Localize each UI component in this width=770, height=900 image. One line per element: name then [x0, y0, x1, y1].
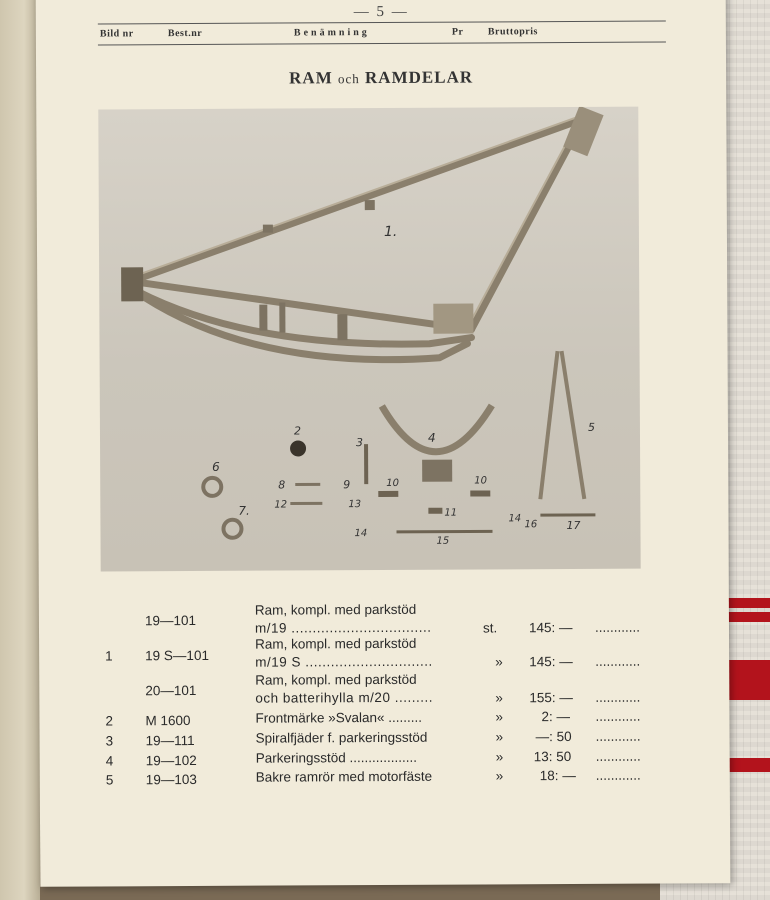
- part-unit: »: [495, 654, 503, 670]
- part-best: 19—102: [145, 752, 197, 769]
- parking-stand: [382, 405, 492, 452]
- part-bild: 4: [105, 753, 114, 769]
- part-price-blank: ............: [595, 653, 641, 669]
- header-col-bild: Bild nr: [99, 28, 134, 40]
- part-price: 145: —: [528, 620, 573, 636]
- photo-label: 4: [427, 430, 436, 445]
- photo-label: 17: [566, 518, 581, 533]
- photo-label: 10: [386, 477, 400, 489]
- photo-label: 13: [348, 499, 362, 511]
- part-name: Parkeringsstöd ..................: [255, 749, 418, 766]
- part-best: 20—101: [145, 682, 197, 699]
- part-name: Ram, kompl. med parkstöd: [255, 635, 417, 652]
- part-best: M 1600: [145, 713, 191, 729]
- part-name-cont: m/19 S ..............................: [255, 653, 433, 670]
- part-unit: »: [495, 709, 504, 725]
- page-number: — 5 —: [353, 3, 409, 21]
- header-rule-bottom: [98, 42, 666, 46]
- part-best: 19 S—101: [145, 647, 209, 664]
- part-price-blank: ............: [595, 708, 641, 724]
- part-name: Ram, kompl. med parkstöd: [255, 671, 417, 688]
- photo-label: 16: [524, 519, 538, 531]
- photo-label: 7.: [238, 503, 250, 518]
- top-tube: [130, 119, 584, 281]
- part-unit: »: [495, 729, 504, 745]
- part-name-cont: m/19 .................................: [254, 619, 432, 636]
- photo-label: 12: [274, 499, 288, 511]
- part-price: 13: 50: [533, 749, 572, 765]
- photo-label: 14: [508, 513, 522, 525]
- photo-label: 15: [436, 535, 450, 547]
- photo-label: 9: [343, 478, 351, 492]
- part-best: 19—111: [145, 732, 195, 749]
- part-best: 19—101: [144, 612, 197, 629]
- part-price-blank: ............: [595, 689, 641, 705]
- frame-illustration: [98, 107, 640, 572]
- part-bild: 1: [105, 648, 113, 664]
- photo-label: 11: [444, 507, 458, 519]
- part-unit: »: [495, 749, 504, 765]
- header-rule-top: [98, 21, 666, 25]
- part-name: Bakre ramrör med motorfäste: [255, 768, 433, 785]
- part-bild: 2: [105, 713, 114, 729]
- photo-label: 1.: [383, 223, 398, 240]
- header-col-benamning: Benämning: [293, 27, 370, 39]
- part-price: 145: —: [529, 654, 573, 670]
- part-unit: st.: [482, 620, 498, 636]
- part-bild: 3: [105, 733, 114, 749]
- head-tube: [563, 107, 603, 157]
- page-title: [36, 66, 726, 90]
- motor-mount: [433, 304, 473, 334]
- part-unit: »: [495, 768, 504, 784]
- photo-label: 14: [354, 528, 368, 540]
- part-price: —: 50: [535, 729, 572, 745]
- title-second: RAMDELAR: [364, 67, 474, 88]
- part-price-blank: ............: [594, 619, 641, 635]
- photo-label: 2: [293, 424, 301, 438]
- title-main: RAM: [289, 68, 333, 88]
- part-name-cont: och batterihylla m/20 .........: [255, 689, 433, 706]
- front-badge: [290, 440, 306, 456]
- photo-label: 10: [474, 475, 487, 487]
- catalog-page: [36, 0, 731, 887]
- part-price: 2: —: [541, 709, 571, 725]
- part-bild: 5: [105, 772, 114, 788]
- left-page-edge: [0, 0, 40, 900]
- part-best: 19—103: [145, 771, 197, 788]
- header-col-pr: Pr: [451, 26, 464, 38]
- part-name: Spiralfjäder f. parkeringsstöd: [255, 729, 428, 746]
- rear-dropout: [121, 267, 143, 301]
- part-price: 18: —: [539, 767, 576, 784]
- photo-label: 3: [355, 436, 364, 450]
- part-unit: »: [495, 690, 503, 706]
- photo-label: 8: [278, 478, 286, 492]
- header-col-bruttopris: Bruttopris: [487, 26, 538, 38]
- part-price-blank: ............: [595, 748, 641, 764]
- spring: [364, 444, 368, 484]
- part-price: 155: —: [529, 690, 573, 706]
- header-col-best: Best.nr: [167, 27, 203, 40]
- title-och: och: [337, 71, 360, 87]
- frame-photo: [98, 107, 640, 572]
- photo-label: 6: [212, 459, 220, 474]
- part-price-blank: ............: [595, 767, 641, 783]
- photo-label: 5: [587, 420, 595, 434]
- part-price-blank: ............: [595, 728, 641, 744]
- seat-stay: [131, 280, 471, 332]
- part-name: Ram, kompl. med parkstöd: [254, 601, 417, 618]
- part-name: Frontmärke »Svalan« .........: [255, 709, 423, 726]
